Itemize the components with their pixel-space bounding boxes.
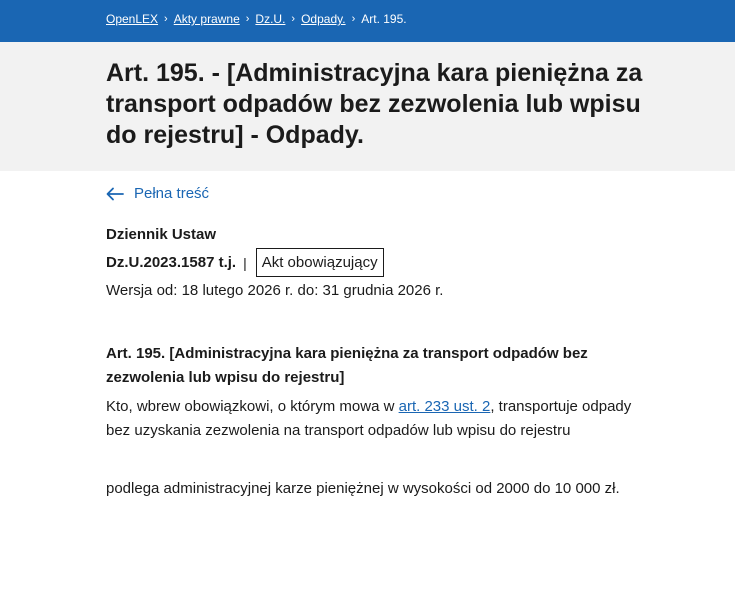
breadcrumb-dzu[interactable]: Dz.U. <box>255 12 286 26</box>
separator: | <box>243 254 247 271</box>
act-reference: Dz.U.2023.1587 t.j. <box>106 254 237 271</box>
article-paragraph-1 <box>106 395 636 443</box>
journal-name: Dziennik Ustaw <box>106 226 217 243</box>
breadcrumb-akty-prawne[interactable]: Akty prawne <box>173 12 240 26</box>
breadcrumb-openlex[interactable]: OpenLEX <box>106 12 159 26</box>
status-badge: Akt obowiązujący <box>256 248 384 277</box>
chevron-right-icon: › <box>164 13 168 25</box>
page-title: Art. 195. - [Administracyjna kara pieniężna za transport odpadów bez zezwolenia lub wpisu do rejestru] - Odpady. <box>106 59 643 149</box>
breadcrumb-current: Art. 195. <box>361 12 407 26</box>
breadcrumb-odpady[interactable]: Odpady. <box>301 12 346 26</box>
arrow-left-icon <box>106 187 124 201</box>
top-bar <box>0 0 735 42</box>
full-text-label: Pełna treść <box>134 185 210 202</box>
title-band <box>0 42 735 171</box>
article-233-link[interactable]: art. 233 ust. 2 <box>398 398 491 415</box>
article-text-after-link: , transportuje odpady bez uzyskania zezwolenia na transport odpadów lub wpisu do rejestru <box>106 398 632 439</box>
chevron-right-icon: › <box>245 13 250 25</box>
article-heading: Art. 195. [Administracyjna kara pieniężna za transport odpadów bez zezwolenia lub wpisu do rejestru] <box>106 345 588 386</box>
act-meta-row <box>106 248 384 277</box>
chevron-right-icon: › <box>291 13 296 25</box>
breadcrumb <box>106 12 407 26</box>
article-text-before-link: Kto, wbrew obowiązkowi, o którym mowa w <box>106 398 399 415</box>
chevron-right-icon: › <box>351 13 356 25</box>
article-paragraph-2: podlega administracyjnej karze pieniężnej w wysokości od 2000 do 10 000 zł. <box>106 480 620 497</box>
full-text-link[interactable] <box>106 185 209 202</box>
version-range: Wersja od: 18 lutego 2026 r. do: 31 grudnia 2026 r. <box>106 282 444 299</box>
